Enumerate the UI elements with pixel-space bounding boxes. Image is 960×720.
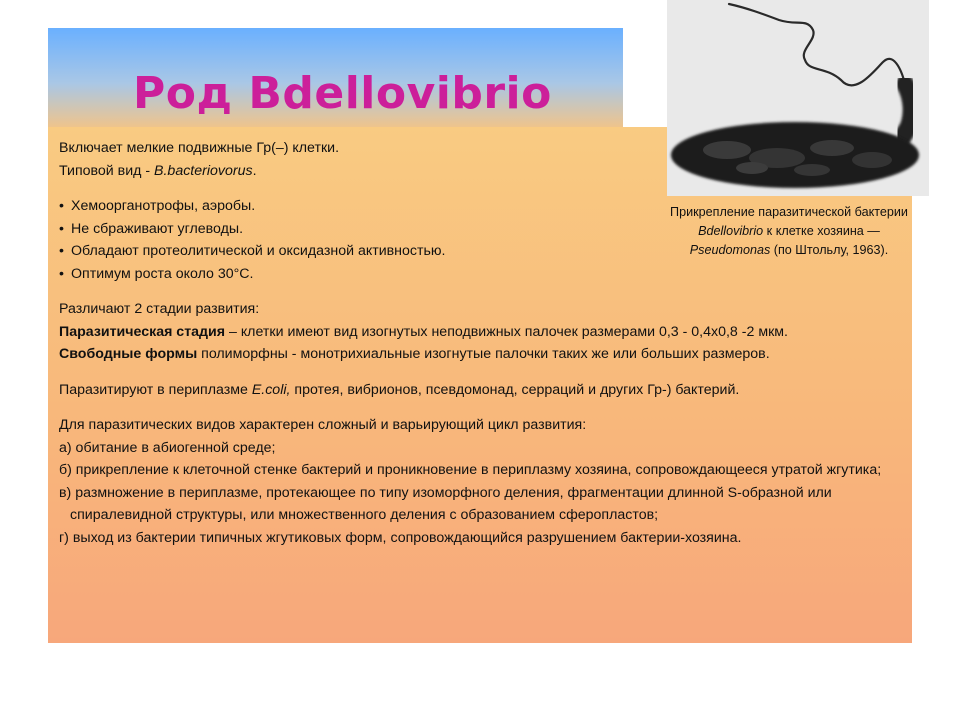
slide-title: Род Bdellovibrio [133, 68, 552, 119]
bullet-item: • Оптимум роста около 30°С. [59, 263, 900, 286]
intro-line-1: Включает мелкие подвижные Гр(–) клетки. [59, 140, 340, 156]
bullet-item: • Хемоорганотрофы, аэробы. [59, 195, 900, 218]
caption-line-1: Прикрепление паразитической бактерии [670, 205, 908, 219]
cycle-heading: Для паразитических видов характерен сложный и варьирующий цикл развития: [59, 417, 587, 433]
title-banner [48, 28, 623, 128]
image-caption [640, 203, 938, 260]
caption-line-2: Bdellovibrio к клетке хозяина — [698, 224, 880, 238]
cycle-item: б) прикрепление к клеточной стенке бактерий и проникновение в периплазму хозяина, сопровождающееся утратой жгутика; [59, 462, 882, 478]
bullet-item: • Не сбраживают углеводы. [59, 218, 900, 241]
bullet-item: • Обладают протеолитической и оксидазной активностью. [59, 240, 900, 263]
free-forms: Свободные формы полиморфны - монотрихиальные изогнутые палочки таких же или больших размеров. [59, 346, 770, 362]
cycle-item: в) размножение в периплазме, протекающее по типу изоморфного деления, фрагментации длинной S-образной или спиралевидной структуры, или множественного деления с образованием сферопластов; [59, 484, 832, 523]
parasitize-text: Паразитируют в периплазме E.coli, протея, вибрионов, псевдомонад, серраций и других Гр-) бактерий. [59, 381, 740, 398]
caption-line-3: Pseudomonas (по Штольлу, 1963). [689, 243, 889, 257]
bacteria-micrograph-image [667, 0, 929, 196]
parasitic-stage: Паразитическая стадия – клетки имеют вид изогнутых неподвижных палочек размерами 0,3 - 0,4х0,8 -2 мкм. [59, 323, 788, 340]
stages-heading: Различают 2 стадии развития: [59, 301, 260, 317]
intro-line-2: Типовой вид - B.bacteriovorus. [59, 162, 257, 179]
cycle-item: г) выход из бактерии типичных жгутиковых форм, сопровождающийся разрушением бактерии-хозяина. [59, 529, 742, 546]
cycle-item: а) обитание в абиогенной среде; [59, 439, 276, 456]
